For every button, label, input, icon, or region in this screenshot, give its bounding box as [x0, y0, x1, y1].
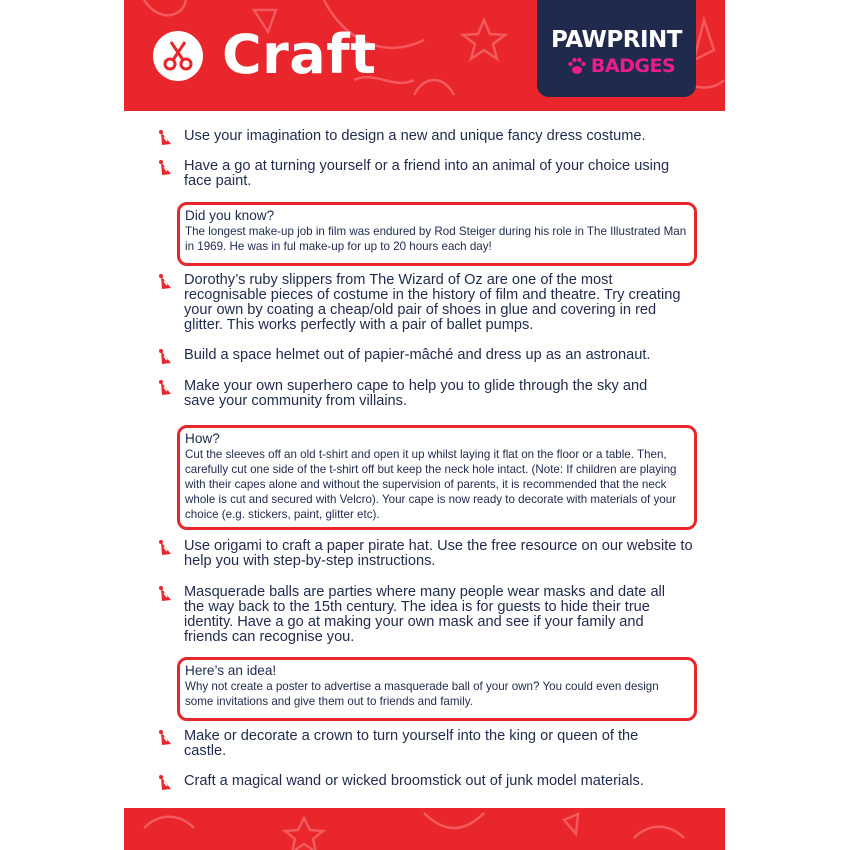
box-body: The longest make-up job in film was endured by Rod Steiger during his role in The Illustrated Man in 1969. He was in ful make-up for up to 20 hours each day! [185, 225, 687, 253]
idea-box [177, 657, 697, 721]
badge-line2-row [551, 54, 691, 78]
how-box [177, 425, 697, 530]
craft-sheet [124, 0, 725, 850]
badge-line1: PAWPRINT [551, 27, 682, 53]
list-item-text: Make or decorate a crown to turn yourself into the king or queen of the castle. [184, 728, 639, 759]
list-item-text: Craft a magical wand or wicked broomstick out of junk model materials. [184, 773, 644, 789]
list-item-text: Use origami to craft a paper pirate hat. Use the free resource on our website to help you with step-by-step instructions. [184, 538, 693, 569]
party-hat-icon [158, 379, 174, 402]
box-body: Why not create a poster to advertise a masquerade ball of your own? You could even design some invitations and give them out to friends and family. [185, 680, 659, 708]
footer-doodles [124, 808, 725, 850]
box-heading: How? [185, 431, 220, 446]
list-item-text: Make your own superhero cape to help you to glide through the sky and save your community from villains. [184, 378, 648, 409]
scissors-icon [161, 39, 195, 73]
scissors-logo [153, 31, 203, 81]
list-item-text: Masquerade balls are parties where many people wear masks and date all the way back to the 15th century. The idea is for guests to hide their true identity. Have a go at making your own mask and see if your family and friends can recognise you. [184, 584, 666, 645]
party-hat-icon [158, 159, 174, 182]
paw-icon [567, 57, 587, 75]
list-item-text: Use your imagination to design a new and unique fancy dress costume. [184, 128, 646, 144]
party-hat-icon [158, 539, 174, 562]
box-heading: Here’s an idea! [185, 663, 277, 678]
footer-banner [124, 808, 725, 850]
party-hat-icon [158, 585, 174, 608]
party-hat-icon [158, 774, 174, 797]
list-item-text: Build a space helmet out of papier-mâché and dress up as an astronaut. [184, 347, 651, 363]
list-item-text: Have a go at turning yourself or a friend into an animal of your choice using face paint. [184, 158, 670, 189]
badge-line2: BADGES [590, 55, 676, 77]
box-body: Cut the sleeves off an old t-shirt and open it up whilst laying it flat on the floor or a table. Then, carefully cut one side of the t-shirt off but keep the neck hole intact. (Note: If children are playing with their capes alone and without the supervision of parents, it is recommended that the neck whole is cut and secured with Velcro). Your cape is now ready to decorate with materials of your choice (e.g. stickers, paint, glitter etc). [185, 448, 677, 521]
pawprint-badges-logo [537, 0, 696, 97]
party-hat-icon [158, 273, 174, 296]
header-banner [124, 0, 725, 111]
party-hat-icon [158, 348, 174, 371]
party-hat-icon [158, 129, 174, 152]
list-item-text: Dorothy’s ruby slippers from The Wizard of Oz are one of the most recognisable pieces of costume in the history of film and theatre. Try creating your own by coating a cheap/old pair of shoes in glue and covering in red glitter. This works perfectly with a pair of ballet pumps. [184, 272, 681, 333]
party-hat-icon [158, 729, 174, 752]
did-you-know-box [177, 202, 697, 266]
page-title: Craft [222, 23, 377, 86]
box-heading: Did you know? [185, 208, 275, 223]
